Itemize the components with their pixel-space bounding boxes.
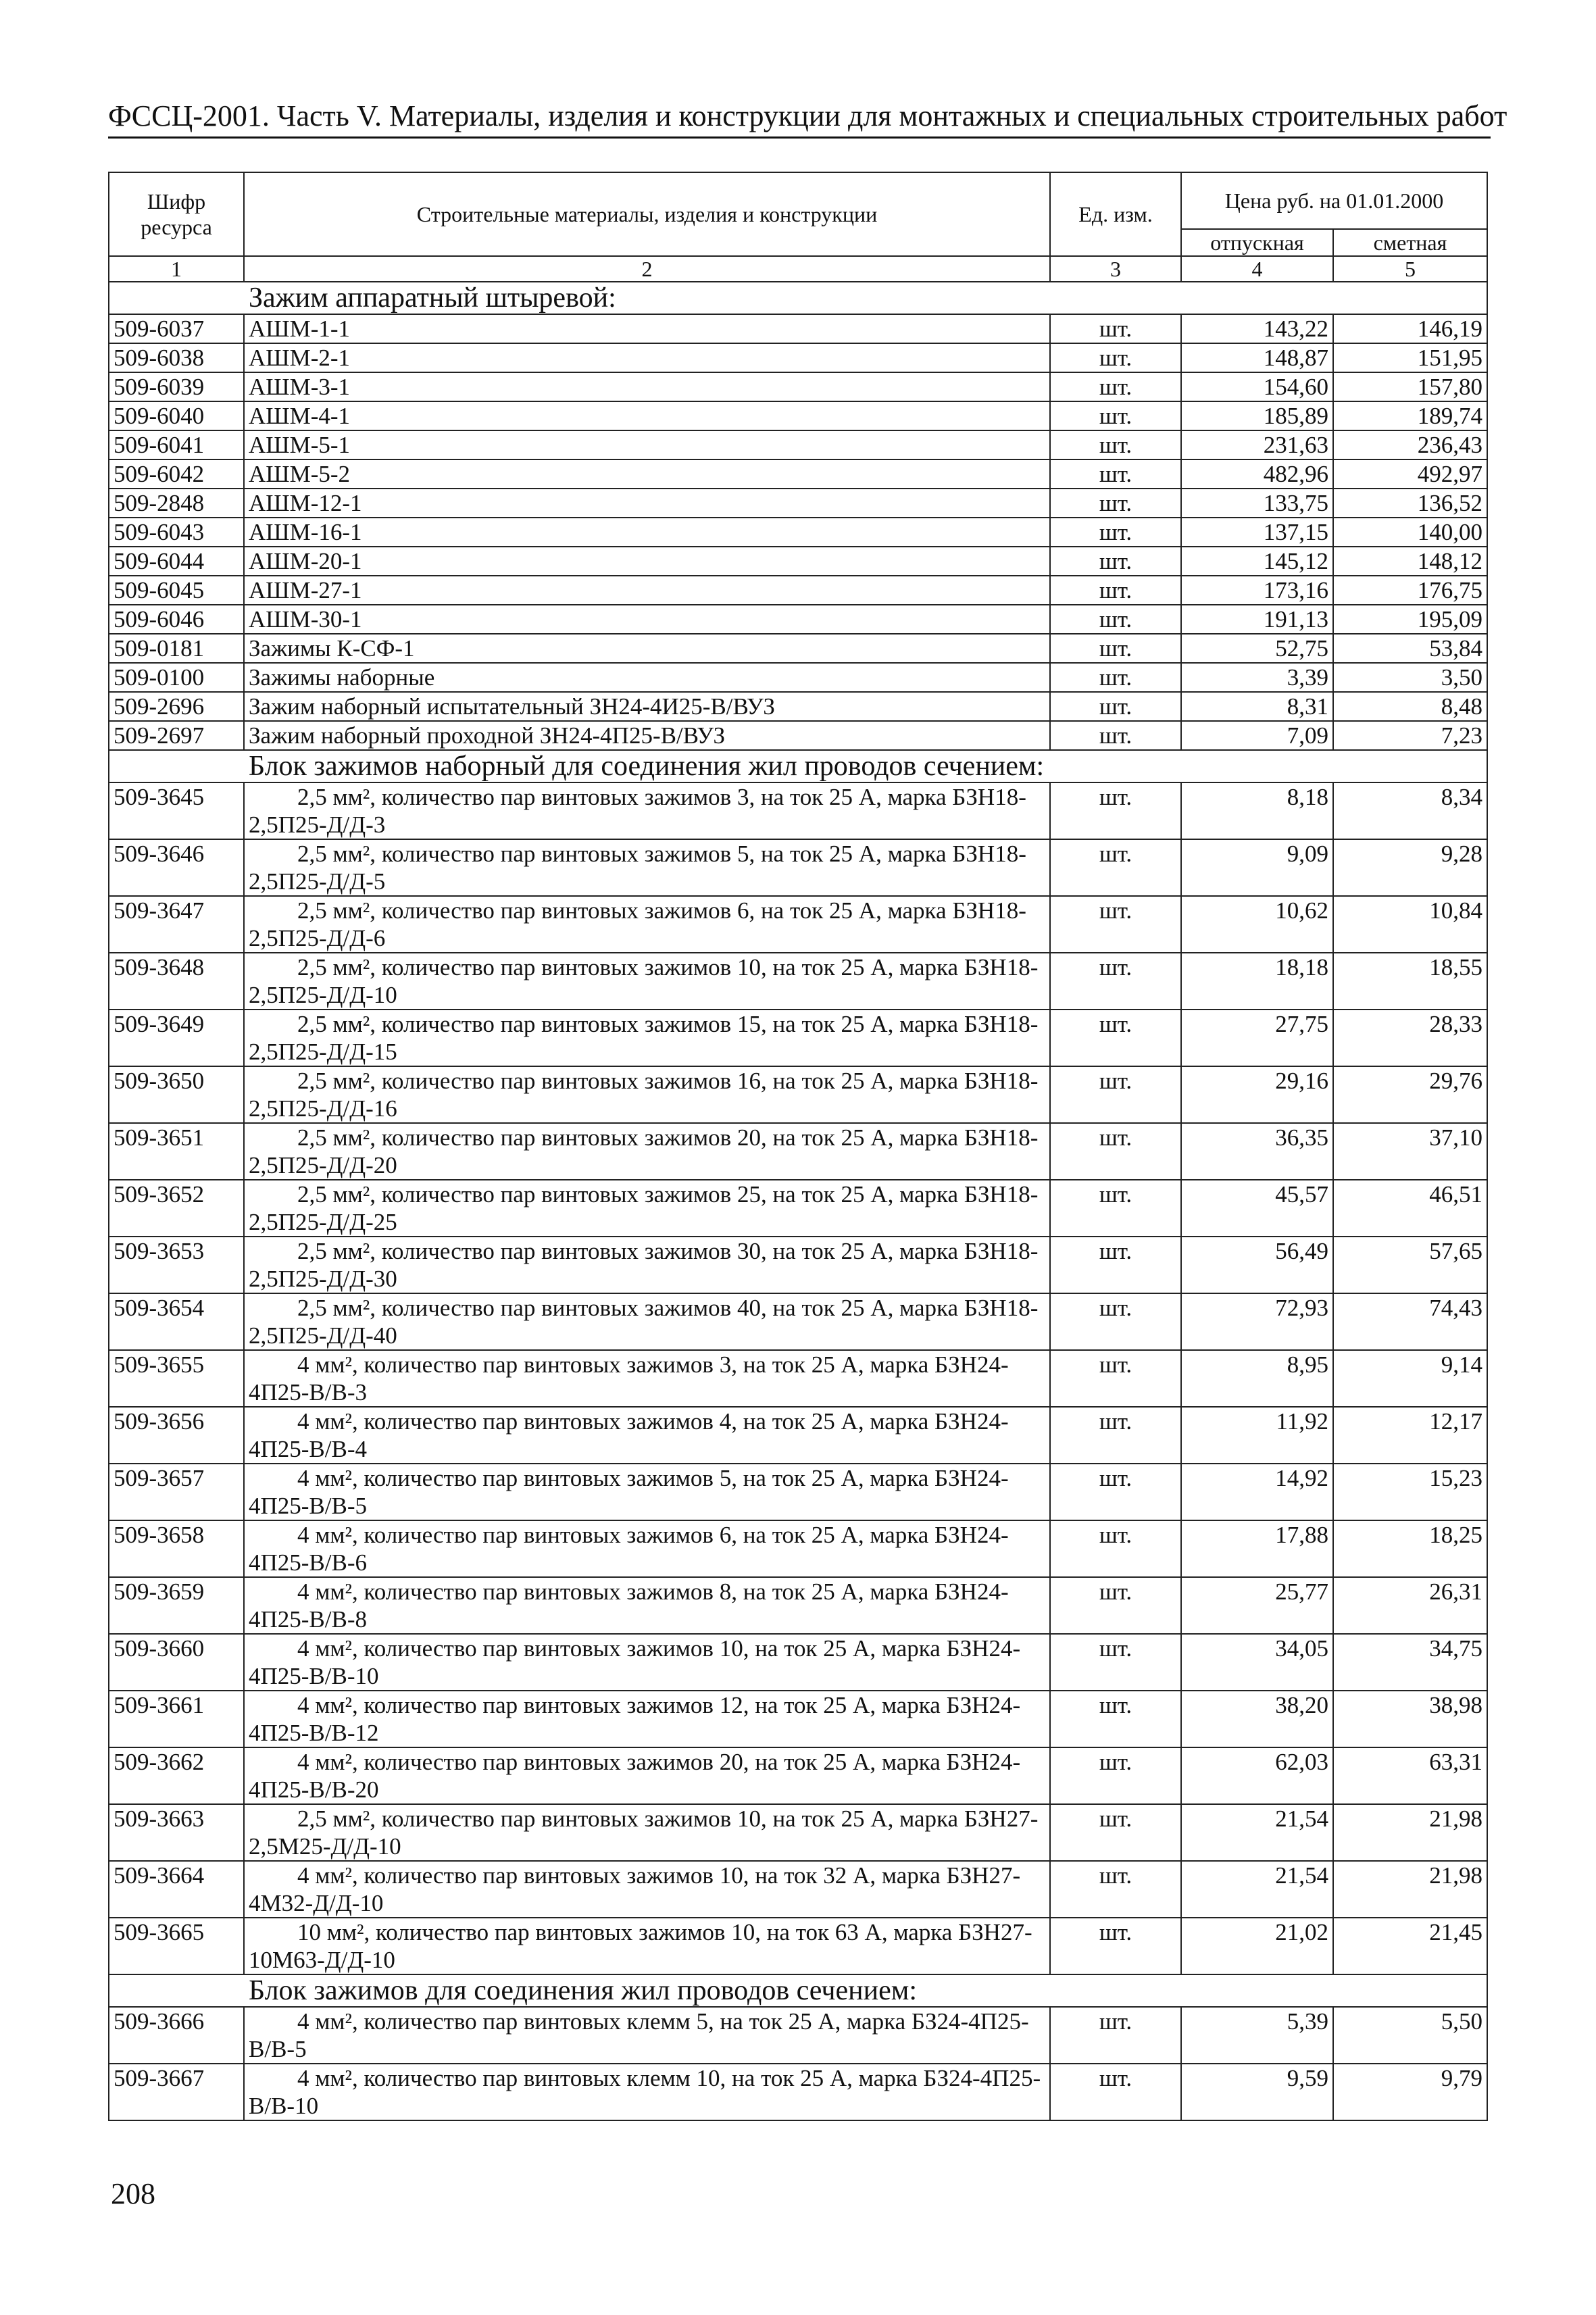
table-row xyxy=(109,343,1487,372)
code-cell: 509-3649 xyxy=(109,1010,244,1066)
column-number: 5 xyxy=(1333,256,1487,282)
price-release-cell: 11,92 xyxy=(1181,1407,1333,1464)
price-release-cell: 143,22 xyxy=(1181,314,1333,343)
name-cell: 4 мм², количество пар винтовых зажимов 10, на ток 32 А, марка БЗН27-4М32-Д/Д-10 xyxy=(244,1861,1050,1918)
table-row xyxy=(109,782,1487,839)
code-cell: 509-3664 xyxy=(109,1861,244,1918)
table-row xyxy=(109,1123,1487,1180)
unit-cell: шт. xyxy=(1050,1464,1181,1520)
code-cell: 509-3653 xyxy=(109,1237,244,1293)
column-number: 1 xyxy=(109,256,244,282)
code-cell: 509-3651 xyxy=(109,1123,244,1180)
name-cell: 2,5 мм², количество пар винтовых зажимов 10, на ток 25 А, марка БЗН27-2,5М25-Д/Д-10 xyxy=(244,1804,1050,1861)
code-cell: 509-6046 xyxy=(109,605,244,634)
unit-cell: шт. xyxy=(1050,576,1181,605)
price-release-cell: 137,15 xyxy=(1181,518,1333,547)
price-release-cell: 17,88 xyxy=(1181,1520,1333,1577)
code-cell: 509-3652 xyxy=(109,1180,244,1237)
unit-cell: шт. xyxy=(1050,430,1181,459)
name-cell: АШМ-5-2 xyxy=(244,459,1050,489)
code-cell: 509-2697 xyxy=(109,721,244,750)
price-release-cell: 3,39 xyxy=(1181,663,1333,692)
table-row xyxy=(109,1861,1487,1918)
price-release-cell: 56,49 xyxy=(1181,1237,1333,1293)
unit-cell: шт. xyxy=(1050,1123,1181,1180)
unit-cell: шт. xyxy=(1050,1747,1181,1804)
price-release-cell: 29,16 xyxy=(1181,1066,1333,1123)
unit-cell: шт. xyxy=(1050,518,1181,547)
section-row xyxy=(109,1974,1487,2007)
name-cell: 2,5 мм², количество пар винтовых зажимов 10, на ток 25 А, марка БЗН18-2,5П25-Д/Д-10 xyxy=(244,953,1050,1010)
price-estimate-cell: 21,45 xyxy=(1333,1918,1487,1974)
price-release-cell: 173,16 xyxy=(1181,576,1333,605)
table-row xyxy=(109,953,1487,1010)
price-release-cell: 18,18 xyxy=(1181,953,1333,1010)
table-row xyxy=(109,1804,1487,1861)
unit-cell: шт. xyxy=(1050,1691,1181,1747)
price-release-cell: 62,03 xyxy=(1181,1747,1333,1804)
table-row xyxy=(109,576,1487,605)
price-release-cell: 38,20 xyxy=(1181,1691,1333,1747)
price-release-cell: 9,59 xyxy=(1181,2064,1333,2120)
section-title xyxy=(109,1974,1487,2007)
price-release-cell: 148,87 xyxy=(1181,343,1333,372)
name-cell: 2,5 мм², количество пар винтовых зажимов 16, на ток 25 А, марка БЗН18-2,5П25-Д/Д-16 xyxy=(244,1066,1050,1123)
unit-cell: шт. xyxy=(1050,782,1181,839)
unit-cell: шт. xyxy=(1050,1577,1181,1634)
table-row xyxy=(109,547,1487,576)
name-cell: АШМ-3-1 xyxy=(244,372,1050,401)
code-cell: 509-6045 xyxy=(109,576,244,605)
name-cell: 2,5 мм², количество пар винтовых зажимов 20, на ток 25 А, марка БЗН18-2,5П25-Д/Д-20 xyxy=(244,1123,1050,1180)
price-release-cell: 27,75 xyxy=(1181,1010,1333,1066)
price-release-cell: 5,39 xyxy=(1181,2007,1333,2064)
code-cell: 509-6042 xyxy=(109,459,244,489)
name-cell: 2,5 мм², количество пар винтовых зажимов 6, на ток 25 А, марка БЗН18-2,5П25-Д/Д-6 xyxy=(244,896,1050,953)
price-estimate-cell: 18,55 xyxy=(1333,953,1487,1010)
price-release-cell: 154,60 xyxy=(1181,372,1333,401)
name-cell: АШМ-2-1 xyxy=(244,343,1050,372)
unit-cell: шт. xyxy=(1050,1010,1181,1066)
code-cell: 509-2696 xyxy=(109,692,244,721)
price-estimate-cell: 5,50 xyxy=(1333,2007,1487,2064)
table-row xyxy=(109,839,1487,896)
price-estimate-cell: 28,33 xyxy=(1333,1010,1487,1066)
code-cell: 509-3645 xyxy=(109,782,244,839)
name-cell: 2,5 мм², количество пар винтовых зажимов 30, на ток 25 А, марка БЗН18-2,5П25-Д/Д-30 xyxy=(244,1237,1050,1293)
name-cell: 10 мм², количество пар винтовых зажимов 10, на ток 63 А, марка БЗН27-10М63-Д/Д-10 xyxy=(244,1918,1050,1974)
price-estimate-cell: 21,98 xyxy=(1333,1861,1487,1918)
page-number: 208 xyxy=(111,2177,155,2210)
table-row xyxy=(109,896,1487,953)
unit-cell: шт. xyxy=(1050,1520,1181,1577)
price-estimate-cell: 21,98 xyxy=(1333,1804,1487,1861)
code-cell: 509-3655 xyxy=(109,1350,244,1407)
header-price-release: отпускная xyxy=(1181,229,1333,256)
unit-cell: шт. xyxy=(1050,1293,1181,1350)
price-estimate-cell: 9,79 xyxy=(1333,2064,1487,2120)
price-estimate-cell: 3,50 xyxy=(1333,663,1487,692)
code-cell: 509-3654 xyxy=(109,1293,244,1350)
price-release-cell: 185,89 xyxy=(1181,401,1333,430)
name-cell: 4 мм², количество пар винтовых клемм 10, на ток 25 А, марка БЗ24-4П25-В/В-10 xyxy=(244,2064,1050,2120)
section-title xyxy=(109,282,1487,314)
table-row xyxy=(109,634,1487,663)
name-cell: АШМ-4-1 xyxy=(244,401,1050,430)
unit-cell: шт. xyxy=(1050,343,1181,372)
price-estimate-cell: 53,84 xyxy=(1333,634,1487,663)
unit-cell: шт. xyxy=(1050,1407,1181,1464)
price-estimate-cell: 29,76 xyxy=(1333,1066,1487,1123)
code-cell: 509-6038 xyxy=(109,343,244,372)
name-cell: 4 мм², количество пар винтовых зажимов 20, на ток 25 А, марка БЗН24-4П25-В/В-20 xyxy=(244,1747,1050,1804)
table-row xyxy=(109,1237,1487,1293)
name-cell: Зажим наборный испытательный ЗН24-4И25-В/ВУЗ xyxy=(244,692,1050,721)
price-release-cell: 21,54 xyxy=(1181,1804,1333,1861)
price-estimate-cell: 136,52 xyxy=(1333,489,1487,518)
unit-cell: шт. xyxy=(1050,634,1181,663)
table-row xyxy=(109,518,1487,547)
code-cell: 509-6040 xyxy=(109,401,244,430)
price-release-cell: 145,12 xyxy=(1181,547,1333,576)
price-estimate-cell: 57,65 xyxy=(1333,1237,1487,1293)
table-row xyxy=(109,1520,1487,1577)
name-cell: АШМ-30-1 xyxy=(244,605,1050,634)
price-estimate-cell: 63,31 xyxy=(1333,1747,1487,1804)
name-cell: 4 мм², количество пар винтовых зажимов 4, на ток 25 А, марка БЗН24-4П25-В/В-4 xyxy=(244,1407,1050,1464)
name-cell: 2,5 мм², количество пар винтовых зажимов 15, на ток 25 А, марка БЗН18-2,5П25-Д/Д-15 xyxy=(244,1010,1050,1066)
unit-cell: шт. xyxy=(1050,1634,1181,1691)
name-cell: АШМ-5-1 xyxy=(244,430,1050,459)
code-cell: 509-3662 xyxy=(109,1747,244,1804)
name-cell: 4 мм², количество пар винтовых зажимов 5, на ток 25 А, марка БЗН24-4П25-В/В-5 xyxy=(244,1464,1050,1520)
price-release-cell: 45,57 xyxy=(1181,1180,1333,1237)
unit-cell: шт. xyxy=(1050,372,1181,401)
section-title-text: Блок зажимов для соединения жил проводов сечением: xyxy=(249,1975,918,2006)
unit-cell: шт. xyxy=(1050,1237,1181,1293)
price-release-cell: 231,63 xyxy=(1181,430,1333,459)
name-cell: АШМ-1-1 xyxy=(244,314,1050,343)
price-estimate-cell: 10,84 xyxy=(1333,896,1487,953)
price-release-cell: 8,18 xyxy=(1181,782,1333,839)
header-name: Строительные материалы, изделия и конструкции xyxy=(244,172,1050,256)
header-code: Шифр ресурса xyxy=(109,172,244,256)
section-title-text: Зажим аппаратный штыревой: xyxy=(249,282,616,314)
table-row xyxy=(109,2007,1487,2064)
table-row xyxy=(109,401,1487,430)
price-release-cell: 34,05 xyxy=(1181,1634,1333,1691)
price-estimate-cell: 492,97 xyxy=(1333,459,1487,489)
code-cell: 509-3648 xyxy=(109,953,244,1010)
table-row xyxy=(109,1407,1487,1464)
price-estimate-cell: 26,31 xyxy=(1333,1577,1487,1634)
table-row xyxy=(109,1350,1487,1407)
price-release-cell: 21,54 xyxy=(1181,1861,1333,1918)
table-row xyxy=(109,1918,1487,1974)
name-cell: 2,5 мм², количество пар винтовых зажимов 3, на ток 25 А, марка БЗН18-2,5П25-Д/Д-3 xyxy=(244,782,1050,839)
name-cell: Зажим наборный проходной ЗН24-4П25-В/ВУЗ xyxy=(244,721,1050,750)
price-release-cell: 191,13 xyxy=(1181,605,1333,634)
table-row xyxy=(109,605,1487,634)
code-cell: 509-6044 xyxy=(109,547,244,576)
code-cell: 509-3666 xyxy=(109,2007,244,2064)
code-cell: 509-3665 xyxy=(109,1918,244,1974)
price-estimate-cell: 18,25 xyxy=(1333,1520,1487,1577)
price-estimate-cell: 15,23 xyxy=(1333,1464,1487,1520)
price-estimate-cell: 8,48 xyxy=(1333,692,1487,721)
name-cell: 2,5 мм², количество пар винтовых зажимов 5, на ток 25 А, марка БЗН18-2,5П25-Д/Д-5 xyxy=(244,839,1050,896)
price-estimate-cell: 195,09 xyxy=(1333,605,1487,634)
price-estimate-cell: 146,19 xyxy=(1333,314,1487,343)
price-release-cell: 52,75 xyxy=(1181,634,1333,663)
name-cell: 4 мм², количество пар винтовых зажимов 8, на ток 25 А, марка БЗН24-4П25-В/В-8 xyxy=(244,1577,1050,1634)
price-table xyxy=(108,172,1488,2121)
name-cell: 4 мм², количество пар винтовых клемм 5, на ток 25 А, марка БЗ24-4П25-В/В-5 xyxy=(244,2007,1050,2064)
code-cell: 509-3650 xyxy=(109,1066,244,1123)
price-estimate-cell: 7,23 xyxy=(1333,721,1487,750)
price-release-cell: 10,62 xyxy=(1181,896,1333,953)
table-row xyxy=(109,1066,1487,1123)
table-row xyxy=(109,489,1487,518)
section-title-text: Блок зажимов наборный для соединения жил проводов сечением: xyxy=(249,751,1045,782)
code-cell: 509-2848 xyxy=(109,489,244,518)
code-cell: 509-3663 xyxy=(109,1804,244,1861)
price-estimate-cell: 34,75 xyxy=(1333,1634,1487,1691)
unit-cell: шт. xyxy=(1050,663,1181,692)
table-row xyxy=(109,1634,1487,1691)
table-row xyxy=(109,1464,1487,1520)
code-cell: 509-3658 xyxy=(109,1520,244,1577)
table-row xyxy=(109,1577,1487,1634)
price-estimate-cell: 140,00 xyxy=(1333,518,1487,547)
section-row xyxy=(109,282,1487,314)
unit-cell: шт. xyxy=(1050,692,1181,721)
name-cell: Зажимы наборные xyxy=(244,663,1050,692)
unit-cell: шт. xyxy=(1050,2064,1181,2120)
code-cell: 509-3660 xyxy=(109,1634,244,1691)
table-header xyxy=(109,172,1487,282)
unit-cell: шт. xyxy=(1050,839,1181,896)
unit-cell: шт. xyxy=(1050,547,1181,576)
name-cell: 4 мм², количество пар винтовых зажимов 3, на ток 25 А, марка БЗН24-4П25-В/В-3 xyxy=(244,1350,1050,1407)
code-cell: 509-3667 xyxy=(109,2064,244,2120)
table-row xyxy=(109,430,1487,459)
unit-cell: шт. xyxy=(1050,489,1181,518)
unit-cell: шт. xyxy=(1050,459,1181,489)
name-cell: 4 мм², количество пар винтовых зажимов 12, на ток 25 А, марка БЗН24-4П25-В/В-12 xyxy=(244,1691,1050,1747)
table-row xyxy=(109,1691,1487,1747)
price-release-cell: 21,02 xyxy=(1181,1918,1333,1974)
name-cell: 4 мм², количество пар винтовых зажимов 10, на ток 25 А, марка БЗН24-4П25-В/В-10 xyxy=(244,1634,1050,1691)
unit-cell: шт. xyxy=(1050,1918,1181,1974)
table-row xyxy=(109,372,1487,401)
price-release-cell: 25,77 xyxy=(1181,1577,1333,1634)
price-estimate-cell: 46,51 xyxy=(1333,1180,1487,1237)
code-cell: 509-6043 xyxy=(109,518,244,547)
unit-cell: шт. xyxy=(1050,1066,1181,1123)
name-cell: АШМ-20-1 xyxy=(244,547,1050,576)
column-number: 3 xyxy=(1050,256,1181,282)
table-row xyxy=(109,1293,1487,1350)
table-row xyxy=(109,721,1487,750)
price-release-cell: 7,09 xyxy=(1181,721,1333,750)
unit-cell: шт. xyxy=(1050,1350,1181,1407)
table-row xyxy=(109,314,1487,343)
unit-cell: шт. xyxy=(1050,1804,1181,1861)
column-number: 2 xyxy=(244,256,1050,282)
table-row xyxy=(109,1747,1487,1804)
table-row xyxy=(109,1180,1487,1237)
header-price-estimate: сметная xyxy=(1333,229,1487,256)
section-row xyxy=(109,750,1487,782)
unit-cell: шт. xyxy=(1050,1180,1181,1237)
name-cell: АШМ-12-1 xyxy=(244,489,1050,518)
price-estimate-cell: 37,10 xyxy=(1333,1123,1487,1180)
code-cell: 509-3647 xyxy=(109,896,244,953)
price-release-cell: 36,35 xyxy=(1181,1123,1333,1180)
unit-cell: шт. xyxy=(1050,721,1181,750)
price-estimate-cell: 236,43 xyxy=(1333,430,1487,459)
column-number: 4 xyxy=(1181,256,1333,282)
price-estimate-cell: 74,43 xyxy=(1333,1293,1487,1350)
unit-cell: шт. xyxy=(1050,1861,1181,1918)
price-estimate-cell: 38,98 xyxy=(1333,1691,1487,1747)
page-header: ФССЦ-2001. Часть V. Материалы, изделия и конструкции для монтажных и специальных строительных работ xyxy=(108,97,1491,139)
price-estimate-cell: 9,28 xyxy=(1333,839,1487,896)
code-cell: 509-6037 xyxy=(109,314,244,343)
table-row xyxy=(109,2064,1487,2120)
price-estimate-cell: 151,95 xyxy=(1333,343,1487,372)
unit-cell: шт. xyxy=(1050,605,1181,634)
table-body xyxy=(109,282,1487,2120)
price-estimate-cell: 176,75 xyxy=(1333,576,1487,605)
price-estimate-cell: 9,14 xyxy=(1333,1350,1487,1407)
price-estimate-cell: 12,17 xyxy=(1333,1407,1487,1464)
name-cell: АШМ-27-1 xyxy=(244,576,1050,605)
unit-cell: шт. xyxy=(1050,953,1181,1010)
table-row xyxy=(109,1010,1487,1066)
price-estimate-cell: 157,80 xyxy=(1333,372,1487,401)
price-release-cell: 14,92 xyxy=(1181,1464,1333,1520)
header-price-group: Цена руб. на 01.01.2000 xyxy=(1181,172,1487,229)
price-release-cell: 482,96 xyxy=(1181,459,1333,489)
table-row xyxy=(109,663,1487,692)
unit-cell: шт. xyxy=(1050,314,1181,343)
name-cell: 2,5 мм², количество пар винтовых зажимов 40, на ток 25 А, марка БЗН18-2,5П25-Д/Д-40 xyxy=(244,1293,1050,1350)
name-cell: АШМ-16-1 xyxy=(244,518,1050,547)
price-release-cell: 72,93 xyxy=(1181,1293,1333,1350)
code-cell: 509-3656 xyxy=(109,1407,244,1464)
code-cell: 509-0100 xyxy=(109,663,244,692)
code-cell: 509-3646 xyxy=(109,839,244,896)
name-cell: 2,5 мм², количество пар винтовых зажимов 25, на ток 25 А, марка БЗН18-2,5П25-Д/Д-25 xyxy=(244,1180,1050,1237)
unit-cell: шт. xyxy=(1050,2007,1181,2064)
price-release-cell: 8,95 xyxy=(1181,1350,1333,1407)
header-unit: Ед. изм. xyxy=(1050,172,1181,256)
unit-cell: шт. xyxy=(1050,401,1181,430)
code-cell: 509-3661 xyxy=(109,1691,244,1747)
table-row xyxy=(109,459,1487,489)
price-estimate-cell: 148,12 xyxy=(1333,547,1487,576)
price-release-cell: 133,75 xyxy=(1181,489,1333,518)
table-row xyxy=(109,692,1487,721)
name-cell: Зажимы К-СФ-1 xyxy=(244,634,1050,663)
code-cell: 509-3659 xyxy=(109,1577,244,1634)
code-cell: 509-6041 xyxy=(109,430,244,459)
price-release-cell: 8,31 xyxy=(1181,692,1333,721)
section-title xyxy=(109,750,1487,782)
price-estimate-cell: 8,34 xyxy=(1333,782,1487,839)
name-cell: 4 мм², количество пар винтовых зажимов 6, на ток 25 А, марка БЗН24-4П25-В/В-6 xyxy=(244,1520,1050,1577)
code-cell: 509-3657 xyxy=(109,1464,244,1520)
price-estimate-cell: 189,74 xyxy=(1333,401,1487,430)
code-cell: 509-6039 xyxy=(109,372,244,401)
unit-cell: шт. xyxy=(1050,896,1181,953)
code-cell: 509-0181 xyxy=(109,634,244,663)
price-release-cell: 9,09 xyxy=(1181,839,1333,896)
